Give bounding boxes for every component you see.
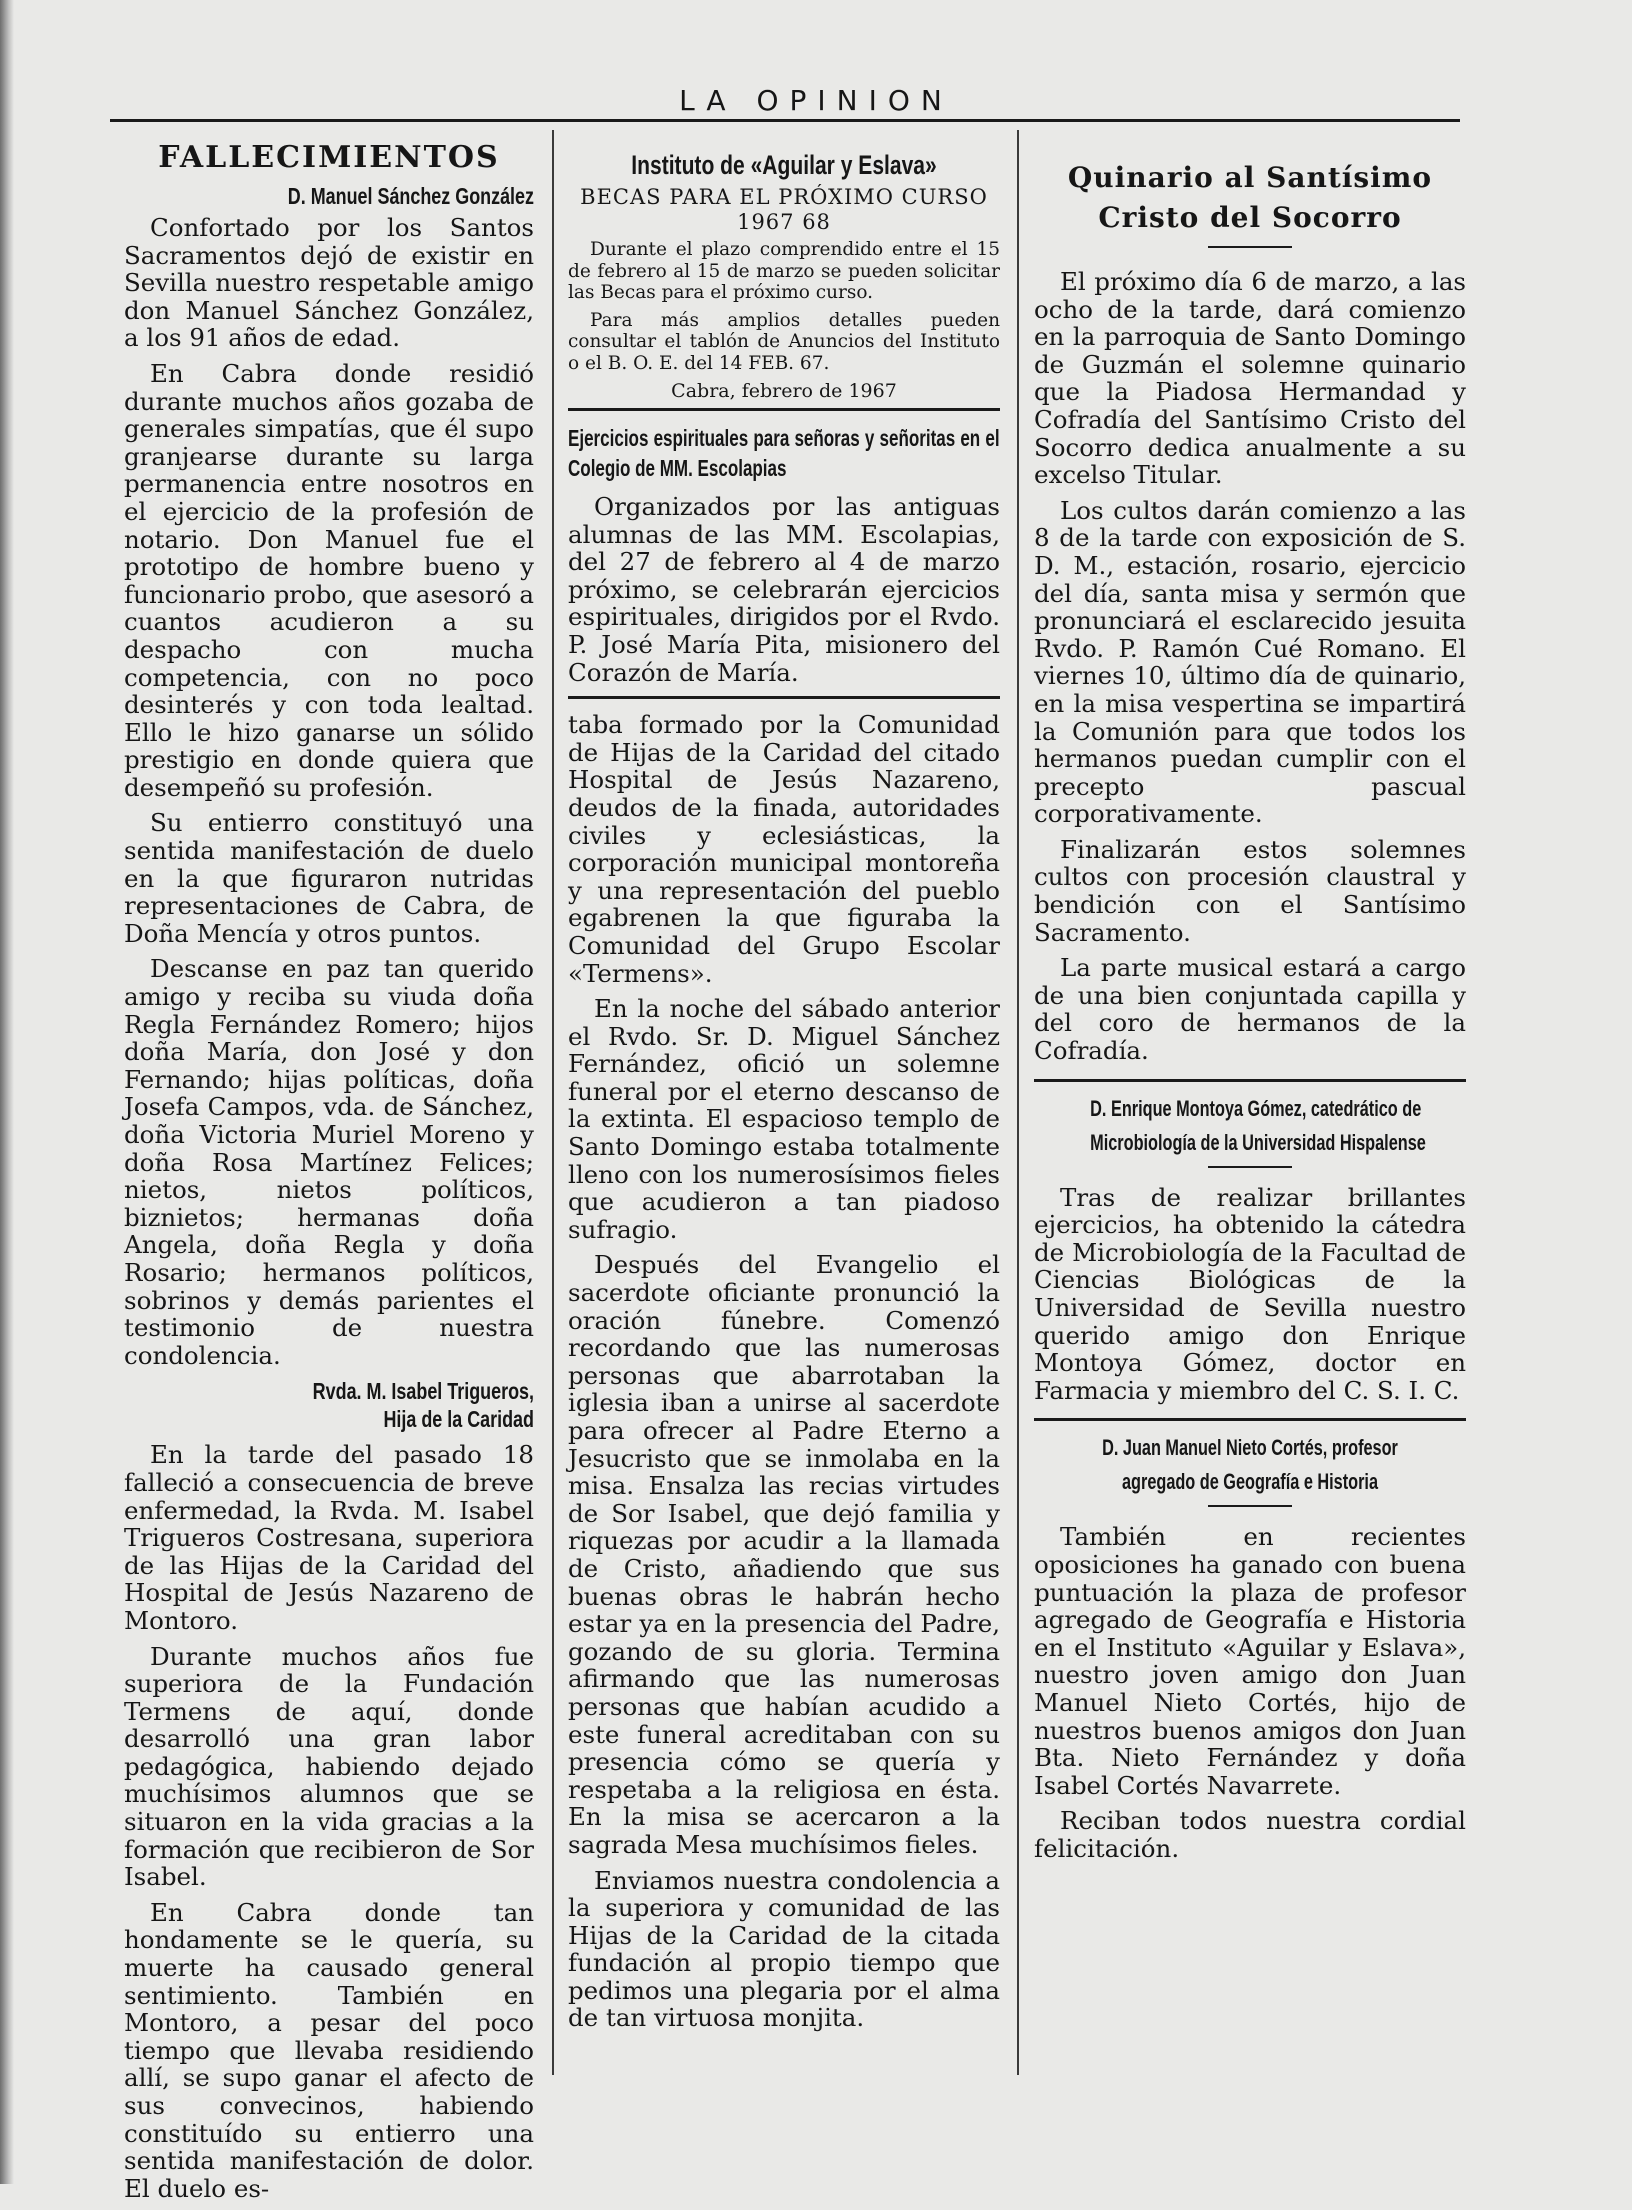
title-underline <box>1208 1166 1292 1168</box>
obituary-name-trigueros <box>124 1377 534 1433</box>
column-obituaries <box>124 140 534 2210</box>
nieto-heading <box>1034 1431 1466 1499</box>
section-rule <box>568 408 1000 411</box>
paragraph: Tras de realizar brillantes ejercicios, ha obtenido la cátedra de Microbiología de la Facultad de Ciencias Biológicas de la Universidad de Sevilla nuestro querido amigo don Enrique Montoya Gómez, doctor en Farmacia y miembro del C. S. I. C. <box>1034 1182 1466 1405</box>
ejercicios-heading <box>568 423 1000 483</box>
paragraph: Descanse en paz tan querido amigo y reciba su viuda doña Regla Fernández Romero; hijos doña María, don José y don Fernando; hijas políticas, doña Josefa Campos, vda. de Sánchez, doña Victoria Muriel Moreno y doña Rosa Martínez Felices; nietos, nietos políticos, biznietos; hermanas doña Angela, doña Regla y doña Rosario; hermanos políticos, sobrinos y demás parientes el testimonio de nuestra condolencia. <box>124 954 534 1370</box>
column-divider-2 <box>1017 130 1019 2075</box>
obituary-trigueros-body <box>124 1441 534 2202</box>
paragraph: El próximo día 6 de marzo, a las ocho de la tarde, dará comienzo en la parroquia de Santo Domingo de Guzmán el solemne quinario que la Piadosa Hermandad y Cofradía del Santísimo Cristo del Socorro dedica anualmente a su excelso Titular. <box>1034 267 1466 490</box>
nieto-body <box>1034 1523 1466 1862</box>
becas-heading-line1: BECAS PARA EL PRÓXIMO CURSO <box>580 185 988 209</box>
paragraph: Enviamos nuestra condolencia a la superiora y comunidad de las Hijas de la Caridad de la citada fundación al propio tiempo que pedimos una plegaria por el alma de tan virtuosa monjita. <box>568 1865 1000 2033</box>
paragraph: En Cabra donde tan hondamente se le quería, su muerte ha causado general sentimiento. También en Montoro, a pesar del poco tiempo que llevaba residiendo allí, se supo ganar el afecto de sus convecinos, habiendo constituído su entierro una sentida manifestación de dolor. El duelo es- <box>124 1897 534 2203</box>
quinario-title-line1: Quinario al Santísimo <box>1067 161 1433 194</box>
institute-title <box>568 150 1000 181</box>
montoya-heading-line1: D. Enrique Montoya Gómez, catedrático de <box>1090 1095 1422 1121</box>
paragraph: Organizados por las antiguas alumnas de las MM. Escolapias, del 27 de febrero al 4 de marzo próximo, se celebrarán ejercicios espirituales, dirigidos por el Rvdo. P. José María Pita, misionero del Corazón de María. <box>568 492 1000 687</box>
paragraph: La parte musical estará a cargo de una bien conjuntada capilla y del coro de hermanos de la Cofradía. <box>1034 953 1466 1066</box>
paragraph: Reciban todos nuestra cordial felicitación. <box>1034 1806 1466 1863</box>
title-underline <box>1208 1505 1292 1507</box>
page-edge-shadow <box>0 0 14 2184</box>
section-rule <box>568 696 1000 699</box>
ejercicios-heading-text: Ejercicios espirituales para señoras y señoritas en el Colegio de MM. Escolapias <box>568 425 1000 481</box>
section-title-fallecimientos: FALLECIMIENTOS <box>158 140 500 175</box>
obituary-name-trigueros-line2: Hija de la Caridad <box>383 1406 534 1433</box>
becas-heading-line2: 1967 68 <box>737 210 831 234</box>
paragraph: Durante el plazo comprendido entre el 15 de febrero al 15 de marzo se pueden solicitar las Becas para el próximo curso. <box>568 239 1000 303</box>
paragraph: Para más amplios detalles pueden consultar el tablón de Anuncios del Instituto o el B. O. E. del 14 FEB. 67. <box>568 309 1000 374</box>
montoya-body <box>1034 1184 1466 1405</box>
column-middle <box>568 140 1000 2040</box>
column-divider-1 <box>552 130 554 2075</box>
nieto-heading-line1: D. Juan Manuel Nieto Cortés, profesor <box>1102 1435 1398 1461</box>
obituary-name-sanchez-text: D. Manuel Sánchez González <box>287 183 534 209</box>
paragraph: En Cabra donde residió durante muchos años gozaba de generales simpatías, que él supo granjearse durante su larga permanencia entre nosotros en el ejercicio de la profesión de notario. Don Manuel fue el prototipo de hombre bueno y funcionario probo, que asesoró a cuantos acudieron a su despacho con mucha competencia, con no poco desinterés y con toda lealtad. Ello le hizo ganarse un sólido prestigio en donde quiera que desempeñó su profesión. <box>124 358 534 802</box>
header-rule <box>110 119 1460 122</box>
becas-body <box>568 239 1000 374</box>
quinario-title <box>1034 158 1466 238</box>
column-right <box>1034 140 1466 1871</box>
paragraph: Confortado por los Santos Sacramentos dejó de existir en Sevilla nuestro respetable amigo don Manuel Sánchez González, a los 91 años de edad. <box>124 213 534 353</box>
paragraph: En la tarde del pasado 18 falleció a consecuencia de breve enfermedad, la Rvda. M. Isabel Trigueros Costresana, superiora de las Hijas de la Caridad del Hospital de Jesús Nazareno de Montoro. <box>124 1440 534 1635</box>
quinario-title-line2: Cristo del Socorro <box>1098 201 1402 234</box>
montoya-heading <box>1034 1092 1466 1160</box>
nieto-heading-line2: agregado de Geografía e Historia <box>1121 1469 1379 1495</box>
obituary-name-sanchez <box>124 183 534 210</box>
paragraph: En la noche del sábado anterior el Rvdo. Sr. D. Miguel Sánchez Fernández, ofició un solemne funeral por el eterno descanso de la extinta. El espacioso templo de Santo Domingo estaba totalmente lleno con los numerosísimos fieles que acudieron a tan piadoso sufragio. <box>568 994 1000 1244</box>
paragraph: También en recientes oposiciones ha ganado con buena puntuación la plaza de profesor agregado de Geografía e Historia en el Instituto «Aguilar y Eslava», nuestro joven amigo don Juan Manuel Nieto Cortés, hijo de nuestros buenos amigos don Juan Bta. Nieto Fernández y doña Isabel Cortés Navarrete. <box>1034 1522 1466 1800</box>
title-underline <box>1208 246 1292 248</box>
paragraph: Los cultos darán comienzo a las 8 de la tarde con exposición de S. D. M., estación, rosario, ejercicio del día, santa misa y sermón que pronunciará el esclarecido jesuita Rvdo. P. Ramón Cué Romano. El viernes 10, último día de quinario, en la misa vespertina se impartirá la Comunión para que todos los hermanos puedan cumplir con el precepto pascual corporativamente. <box>1034 495 1466 829</box>
obituary-sanchez-body <box>124 214 534 1369</box>
paragraph: Su entierro constituyó una sentida manifestación de duelo en la que figuraron nutridas representaciones de Cabra, de Doña Mencía y otros puntos. <box>124 808 534 948</box>
paragraph: Durante muchos años fue superiora de la Fundación Termens de aquí, donde desarrolló una gran labor pedagógica, habiendo dejado muchísimos alumnos que se situaron en la vida gracias a la formación que recibieron de Sor Isabel. <box>124 1641 534 1892</box>
obituary-continuation-body <box>568 711 1000 2032</box>
newspaper-masthead: LA OPINION <box>679 84 953 117</box>
institute-title-text: Instituto de «Aguilar y Eslava» <box>631 150 937 180</box>
ejercicios-body <box>568 493 1000 686</box>
paragraph: Después del Evangelio el sacerdote oficiante pronunció la oración fúnebre. Comenzó recordando que las numerosas personas que abarrotaban la iglesia iban a unirse al sacerdote para ofrecer al Padre Eterno a Jesucristo que se inmolaba en la misa. Ensalza las recias virtudes de Sor Isabel, que dejó familia y riquezas por acudir a la llamada de Cristo, añadiendo que sus buenas obras le habrán hecho estar ya en la presencia del Padre, gozando de su gloria. Termina afirmando que las numerosas personas que habían acudido a este funeral acreditaban con su presencia cómo se quería y respetaba a la religiosa en ésta. En la misa se acercaron a la sagrada Mesa muchísimos fieles. <box>568 1250 1000 1859</box>
quinario-body <box>1034 268 1466 1065</box>
paragraph: taba formado por la Comunidad de Hijas de la Caridad del citado Hospital de Jesús Nazareno, deudos de la finada, autoridades civiles y eclesiásticas, la corporación municipal montoreña y una representación del pueblo egabrenen la que figuraba la Comunidad del Grupo Escolar «Termens». <box>568 710 1000 988</box>
paragraph: Finalizarán estos solemnes cultos con procesión claustral y bendición con el Santísimo Sacramento. <box>1034 834 1466 947</box>
section-rule <box>1034 1079 1466 1082</box>
obituary-name-trigueros-line1: Rvda. M. Isabel Trigueros, <box>312 1378 534 1405</box>
section-rule <box>1034 1418 1466 1421</box>
montoya-heading-line2: Microbiología de la Universidad Hispalense <box>1090 1129 1426 1155</box>
becas-date: Cabra, febrero de 1967 <box>671 380 897 402</box>
